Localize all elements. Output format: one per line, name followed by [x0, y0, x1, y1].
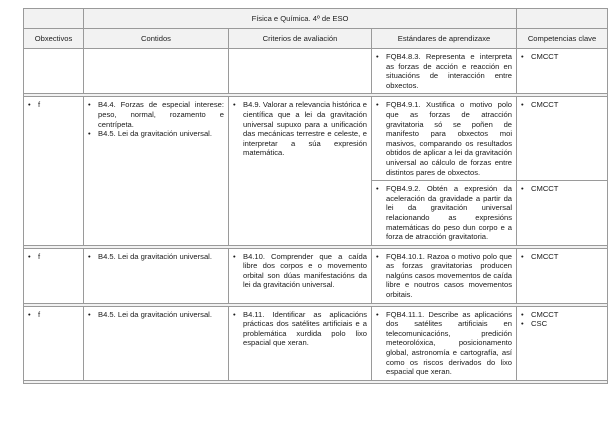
bullet-icon: • [376, 100, 379, 110]
content-text: B4.5. Lei da gravitación universal. [98, 309, 212, 319]
competences-cell [517, 49, 608, 94]
header-criteria: Criterios de avaliación [229, 29, 372, 49]
curriculum-sheet [23, 8, 607, 384]
competence-text: CMCCT [531, 184, 559, 194]
standards-cell [372, 181, 517, 246]
objective-cell [24, 306, 84, 380]
list-item [233, 310, 367, 348]
competence-text: CMCCT [531, 309, 559, 319]
bullet-icon: • [28, 100, 31, 110]
title-row [24, 9, 608, 29]
bullet-icon: • [521, 251, 524, 261]
list-item [88, 252, 224, 262]
standards-cell [372, 97, 517, 181]
list-item [28, 252, 79, 262]
table-row [24, 248, 608, 303]
contents-cell [84, 97, 229, 245]
list-item [376, 252, 512, 300]
list-item [28, 310, 79, 320]
list-item [521, 52, 603, 62]
criteria-cell [229, 248, 372, 303]
criteria-cell [229, 306, 372, 380]
title-blank-cell [24, 9, 84, 29]
competence-text: CMCCT [531, 52, 559, 61]
bullet-icon: • [88, 129, 91, 139]
standard-text: FQB4.10.1. Razoa o motivo polo que as forzas gravitatorias producen nalgúns casos movementos de caída libre e noutros casos movementos orbitais. [386, 251, 513, 300]
bullet-icon: • [28, 251, 31, 261]
criteria-cell [229, 49, 372, 94]
bullet-icon: • [88, 309, 91, 319]
competences-cell [517, 306, 608, 380]
list-item [376, 184, 512, 242]
bullet-icon: • [376, 184, 379, 194]
competences-cell [517, 248, 608, 303]
criteria-cell [229, 97, 372, 245]
list-item [376, 310, 512, 377]
standard-text: FQB4.11.1. Describe as aplicacións dos satélites artificiais en telecomunicacións, predición meteorolóxica, posicionamento global, astronomía e cartografía, así como os riscos derivados do lixo espacial que xeran. [386, 309, 513, 377]
table-row [24, 49, 608, 94]
row-separator [24, 380, 608, 383]
competences-cell [517, 181, 608, 246]
bullet-icon: • [233, 251, 236, 261]
table-row [24, 306, 608, 380]
bullet-icon: • [233, 100, 236, 110]
content-text: B4.5. Lei da gravitación universal. [98, 129, 212, 139]
bullet-icon: • [233, 309, 236, 319]
standards-cell [372, 248, 517, 303]
objective-cell [24, 97, 84, 245]
bullet-icon: • [88, 100, 91, 110]
standard-text: FQB4.9.1. Xustifica o motivo polo que as forzas de atracción gravitatoria só se poñen de manifesto para obxectos moi masivos, comparando os resultados obtidos de aplicar a lei da gravitación universal ao cálculo de forzas entre distintos pares de obxectos. [386, 100, 513, 177]
standard-text: FQB4.8.3. Representa e interpreta as forzas de acción e reacción en situacións de interacción entre obxectos. [386, 52, 513, 90]
contents-cell [84, 49, 229, 94]
objective-text: f [38, 100, 41, 110]
objective-text: f [38, 309, 41, 319]
bullet-icon: • [376, 309, 379, 319]
competences-cell [517, 97, 608, 181]
curriculum-table [23, 8, 608, 384]
bullet-icon: • [376, 251, 379, 261]
contents-cell [84, 248, 229, 303]
list-item [376, 100, 512, 177]
content-text: B4.5. Lei da gravitación universal. [98, 251, 212, 261]
bullet-icon: • [521, 100, 524, 110]
list-item [233, 100, 367, 158]
contents-cell [84, 306, 229, 380]
list-item [233, 252, 367, 290]
criterion-text: B4.10. Comprender que a caída libre dos corpos e o movemento orbital son dúas manifestacións da lei da gravitación universal. [243, 251, 367, 290]
list-item [521, 319, 603, 329]
header-competences: Competencias clave [517, 29, 608, 49]
bullet-icon: • [376, 52, 379, 61]
standards-cell [372, 49, 517, 94]
bullet-icon: • [521, 319, 524, 329]
competence-text: CMCCT [531, 251, 559, 261]
content-text: B4.4. Forzas de especial interese: peso, normal, rozamento e centrípeta. [98, 100, 224, 129]
table-title: Física e Química. 4º de ESO [84, 9, 517, 29]
bullet-icon: • [521, 184, 524, 194]
objective-cell [24, 248, 84, 303]
standards-cell [372, 306, 517, 380]
competence-text: CSC [531, 319, 548, 329]
objective-cell [24, 49, 84, 94]
table-row [24, 97, 608, 181]
list-item [521, 310, 603, 320]
list-item [521, 100, 603, 110]
header-row [24, 29, 608, 49]
criterion-text: B4.9. Valorar a relevancia histórica e científica que a lei da gravitación universal supuxo para a unificación das mecánicas terrestre e celeste, e interpretar a súa expresión matemática. [243, 100, 367, 158]
list-item [521, 252, 603, 262]
title-blank-cell [517, 9, 608, 29]
bullet-icon: • [88, 251, 91, 261]
objective-text: f [38, 251, 41, 261]
header-contents: Contidos [84, 29, 229, 49]
list-item [88, 310, 224, 320]
competence-text: CMCCT [531, 100, 559, 110]
header-standards: Estándares de aprendizaxe [372, 29, 517, 49]
standard-text: FQB4.9.2. Obtén a expresión da aceleración da gravidade a partir da lei da gravitación universal relacionando as expresións matemáticas do peso dun corpo e a forza de atracción gravitatoria. [386, 184, 513, 242]
bullet-icon: • [28, 309, 31, 319]
list-item [88, 100, 224, 129]
bullet-icon: • [521, 52, 524, 61]
bullet-icon: • [521, 309, 524, 319]
list-item [521, 184, 603, 194]
list-item [88, 129, 224, 139]
list-item [28, 100, 79, 110]
list-item [376, 52, 512, 90]
criterion-text: B4.11. Identificar as aplicacións prácticas dos satélites artificiais e a problemática xurdida polo lixo espacial que xeran. [243, 309, 367, 348]
header-objectives: Obxectivos [24, 29, 84, 49]
